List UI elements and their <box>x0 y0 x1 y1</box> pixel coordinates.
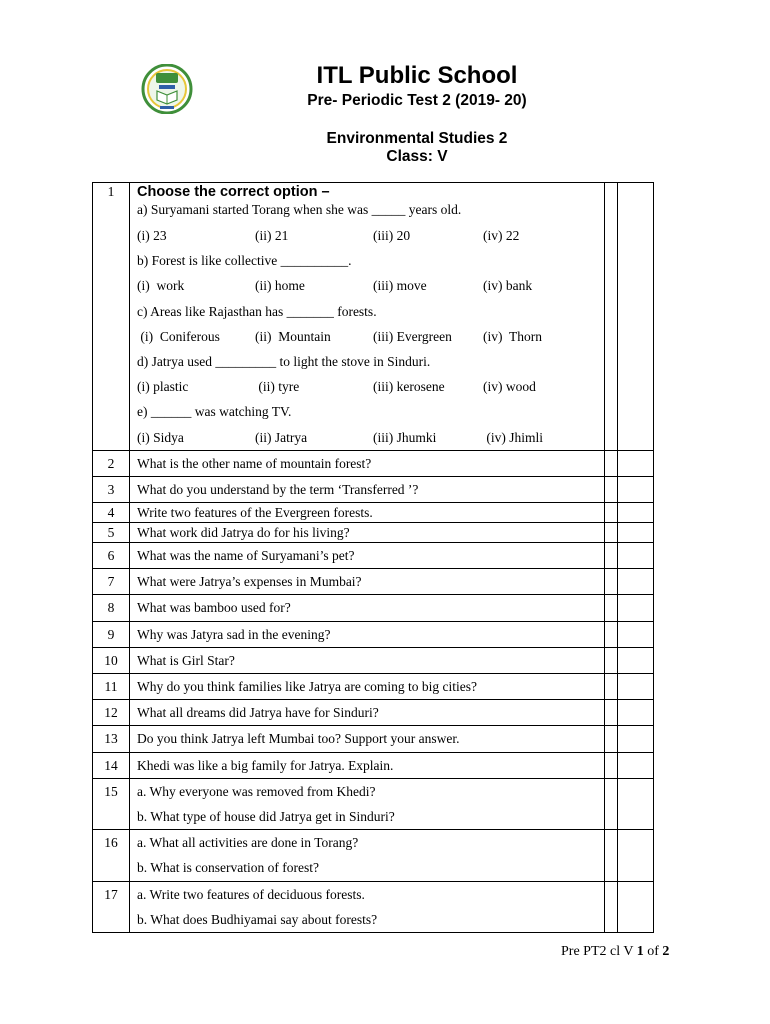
q1-part-stem: e) ______ was watching TV. <box>137 404 292 420</box>
option-label: (ii) tyre <box>255 379 300 395</box>
option-label: (iii) Jhumki <box>373 429 437 445</box>
option-label: (ii) Jatrya <box>255 429 308 445</box>
marks-cell <box>618 450 654 476</box>
question-body <box>130 700 605 726</box>
footer-page-number: 1 <box>636 944 644 959</box>
marks-cell <box>618 523 654 543</box>
marks-cell <box>618 621 654 647</box>
option-label: (i) plastic <box>137 379 189 395</box>
question-number: 16 <box>93 830 130 881</box>
question-text: b. What does Budhiyamai say about forests? <box>137 911 378 927</box>
question-body <box>130 674 605 700</box>
question-text: Write two features of the Evergreen forests. <box>137 505 373 521</box>
q1-part-options <box>130 374 604 399</box>
question-number: 6 <box>93 543 130 569</box>
question-body <box>130 543 605 569</box>
option-label: (iv) 22 <box>483 228 520 243</box>
question-row <box>93 726 654 752</box>
footer-label: Pre PT2 cl V <box>561 944 634 959</box>
marks-cell <box>618 569 654 595</box>
marks-cell <box>618 830 654 881</box>
question-text: What was the name of Suryamani’s pet? <box>137 548 355 564</box>
question-row <box>93 647 654 673</box>
question-text: What work did Jatrya do for his living? <box>137 525 350 541</box>
q1-part-options <box>130 223 604 248</box>
answer-cell <box>605 523 618 543</box>
question-number: 4 <box>93 503 130 523</box>
question-row <box>93 569 654 595</box>
question-number: 7 <box>93 569 130 595</box>
q1-part-stem: b) Forest is like collective __________. <box>137 253 352 269</box>
question-number: 14 <box>93 752 130 778</box>
question-body <box>130 183 605 451</box>
question-number: 15 <box>93 778 130 829</box>
subject-name: Environmental Studies 2 <box>326 130 508 147</box>
question-text: b. What type of house did Jatrya get in Sinduri? <box>137 808 395 824</box>
question-row <box>93 183 654 451</box>
question-text: b. What is conservation of forest? <box>137 860 319 876</box>
question-text: What is the other name of mountain forest? <box>137 455 372 471</box>
answer-cell <box>605 830 618 881</box>
answer-cell <box>605 674 618 700</box>
question-text: What all dreams did Jatrya have for Sinduri? <box>137 705 379 721</box>
question-row <box>93 700 654 726</box>
answer-cell <box>605 543 618 569</box>
question-body <box>130 595 605 621</box>
question-row <box>93 752 654 778</box>
marks-cell <box>618 752 654 778</box>
question-body <box>130 830 605 881</box>
question-body <box>130 450 605 476</box>
question-row <box>93 621 654 647</box>
q1-part-stem: c) Areas like Rajasthan has _______ forests. <box>137 303 377 319</box>
question-number: 11 <box>93 674 130 700</box>
question-body <box>130 621 605 647</box>
marks-cell <box>618 595 654 621</box>
question-text: Why do you think families like Jatrya are coming to big cities? <box>137 679 478 694</box>
marks-cell <box>618 700 654 726</box>
answer-cell <box>605 647 618 673</box>
school-logo <box>141 64 193 114</box>
answer-cell <box>605 700 618 726</box>
q1-part-options <box>130 273 604 298</box>
marks-cell <box>618 543 654 569</box>
q1-part-options <box>130 324 604 349</box>
marks-cell <box>618 674 654 700</box>
question-text: a. Why everyone was removed from Khedi? <box>137 783 376 799</box>
option-label: (i) 23 <box>137 228 167 243</box>
option-label: (i) Coniferous <box>137 328 220 344</box>
marks-cell <box>618 778 654 829</box>
answer-cell <box>605 621 618 647</box>
question-row <box>93 450 654 476</box>
answer-cell <box>605 569 618 595</box>
question-body <box>130 647 605 673</box>
q1-part-stem: a) Suryamani started Torang when she was _____ years old. <box>137 202 462 217</box>
marks-cell <box>618 647 654 673</box>
question-row <box>93 543 654 569</box>
answer-cell <box>605 450 618 476</box>
answer-cell <box>605 881 618 932</box>
marks-cell <box>618 476 654 502</box>
option-label: (iii) 20 <box>373 228 411 243</box>
question-number: 5 <box>93 523 130 543</box>
school-name: ITL Public School <box>316 62 518 89</box>
question-text: What is Girl Star? <box>137 652 235 668</box>
question-number: 9 <box>93 621 130 647</box>
question-text: a. Write two features of deciduous forests. <box>137 886 365 902</box>
question-number: 8 <box>93 595 130 621</box>
marks-cell <box>618 183 654 451</box>
footer-total-pages: 2 <box>662 944 670 959</box>
question-text: Why was Jatyra sad in the evening? <box>137 626 331 642</box>
option-label: (i) work <box>137 278 185 294</box>
question-row <box>93 830 654 881</box>
answer-cell <box>605 778 618 829</box>
question-text: What do you understand by the term ‘Transferred ’? <box>137 481 419 497</box>
answer-cell <box>605 476 618 502</box>
question-row <box>93 778 654 829</box>
footer-of: of <box>647 944 659 959</box>
option-label: (ii) Mountain <box>255 328 331 344</box>
question-row <box>93 595 654 621</box>
marks-cell <box>618 503 654 523</box>
page-footer <box>561 944 669 960</box>
question-number: 12 <box>93 700 130 726</box>
answer-cell <box>605 503 618 523</box>
answer-cell <box>605 752 618 778</box>
question-row <box>93 674 654 700</box>
option-label: (iii) kerosene <box>373 379 445 395</box>
question-row <box>93 523 654 543</box>
question-number: 3 <box>93 476 130 502</box>
question-number: 17 <box>93 881 130 932</box>
question-row <box>93 881 654 932</box>
q1-parts <box>130 201 604 450</box>
option-label: (iv) Thorn <box>483 328 542 344</box>
question-row <box>93 476 654 502</box>
option-label: (ii) 21 <box>255 228 289 243</box>
question-body <box>130 569 605 595</box>
question-text: a. What all activities are done in Torang? <box>137 835 359 851</box>
q1-heading: Choose the correct option – <box>137 184 330 200</box>
question-number: 2 <box>93 450 130 476</box>
question-body <box>130 726 605 752</box>
question-number: 13 <box>93 726 130 752</box>
option-label: (iii) Evergreen <box>373 328 452 344</box>
question-text: What was bamboo used for? <box>137 600 291 616</box>
option-label: (ii) home <box>255 278 305 294</box>
question-body <box>130 752 605 778</box>
option-label: (iv) bank <box>483 278 533 294</box>
answer-cell <box>605 726 618 752</box>
question-text: Khedi was like a big family for Jatrya. Explain. <box>137 757 394 773</box>
question-body <box>130 476 605 502</box>
question-body <box>130 523 605 543</box>
marks-cell <box>618 881 654 932</box>
test-name: Pre- Periodic Test 2 (2019- 20) <box>307 92 527 109</box>
option-label: (iv) wood <box>483 379 536 395</box>
answer-cell <box>605 183 618 451</box>
q1-part-stem: d) Jatrya used _________ to light the stove in Sinduri. <box>137 353 431 369</box>
option-label: (iii) move <box>373 278 427 294</box>
question-number: 1 <box>93 183 130 451</box>
marks-cell <box>618 726 654 752</box>
question-body <box>130 778 605 829</box>
question-number: 10 <box>93 647 130 673</box>
answer-cell <box>605 595 618 621</box>
q1-part-options <box>130 425 604 450</box>
question-row <box>93 503 654 523</box>
question-body <box>130 503 605 523</box>
question-body <box>130 881 605 932</box>
option-label: (iv) Jhimli <box>483 429 543 445</box>
class-label: Class: V <box>386 148 448 165</box>
option-label: (i) Sidya <box>137 429 184 445</box>
question-text: What were Jatrya’s expenses in Mumbai? <box>137 574 362 590</box>
question-table <box>92 182 654 933</box>
question-text: Do you think Jatrya left Mumbai too? Support your answer. <box>137 731 460 747</box>
